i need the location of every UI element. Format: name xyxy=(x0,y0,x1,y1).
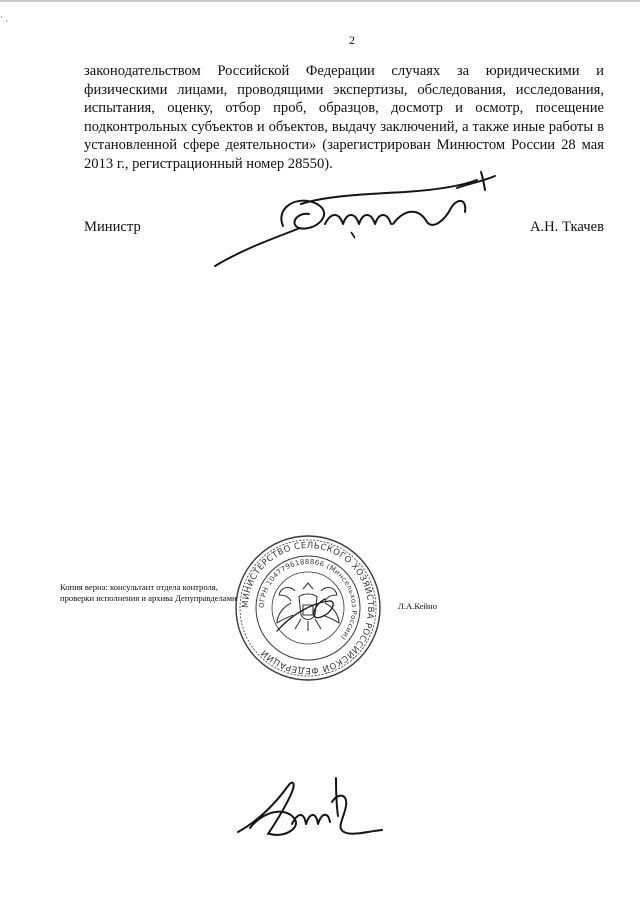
seal-inner-text: ОГРН 1047796188866 (Минсельхоз России) xyxy=(257,557,359,642)
page-number: 2 xyxy=(349,33,355,47)
certification-name: Л.А.Кейно xyxy=(398,601,438,611)
signer-name: А.Н. Ткачев xyxy=(529,219,604,235)
seal-outer-text: МИНИСТЕРСТВО СЕЛЬСКОГО ХОЗЯЙСТВА РОССИЙСКОЙ ФЕДЕРАЦИИ xyxy=(240,540,376,676)
certifier-signature xyxy=(232,772,392,852)
minister-signature xyxy=(205,168,505,278)
body-paragraph: законодательством Российской Федерации случаях за юридическими и физическими лицами, проводящими экспертизы, обследования, исследования, испытания, оценку, отбор проб, образцов, досмотр и осмотр, посещение подконтрольных субъектов и объектов, выдачу заключений, а также иные работы в установленной сфере деятельности» (зарегистрирован Минюстом России 28 мая 2013 г., регистрационный номер 28550). xyxy=(84,63,604,172)
signer-role: Министр xyxy=(84,219,141,235)
corner-scan-marks: · ˎ xyxy=(0,12,9,22)
page-top-edge xyxy=(0,0,640,2)
certification-note: Копия верна: консультант отдела контроля, проверки исполнения и архива Депуправделами xyxy=(60,582,237,603)
official-seal xyxy=(233,533,383,683)
